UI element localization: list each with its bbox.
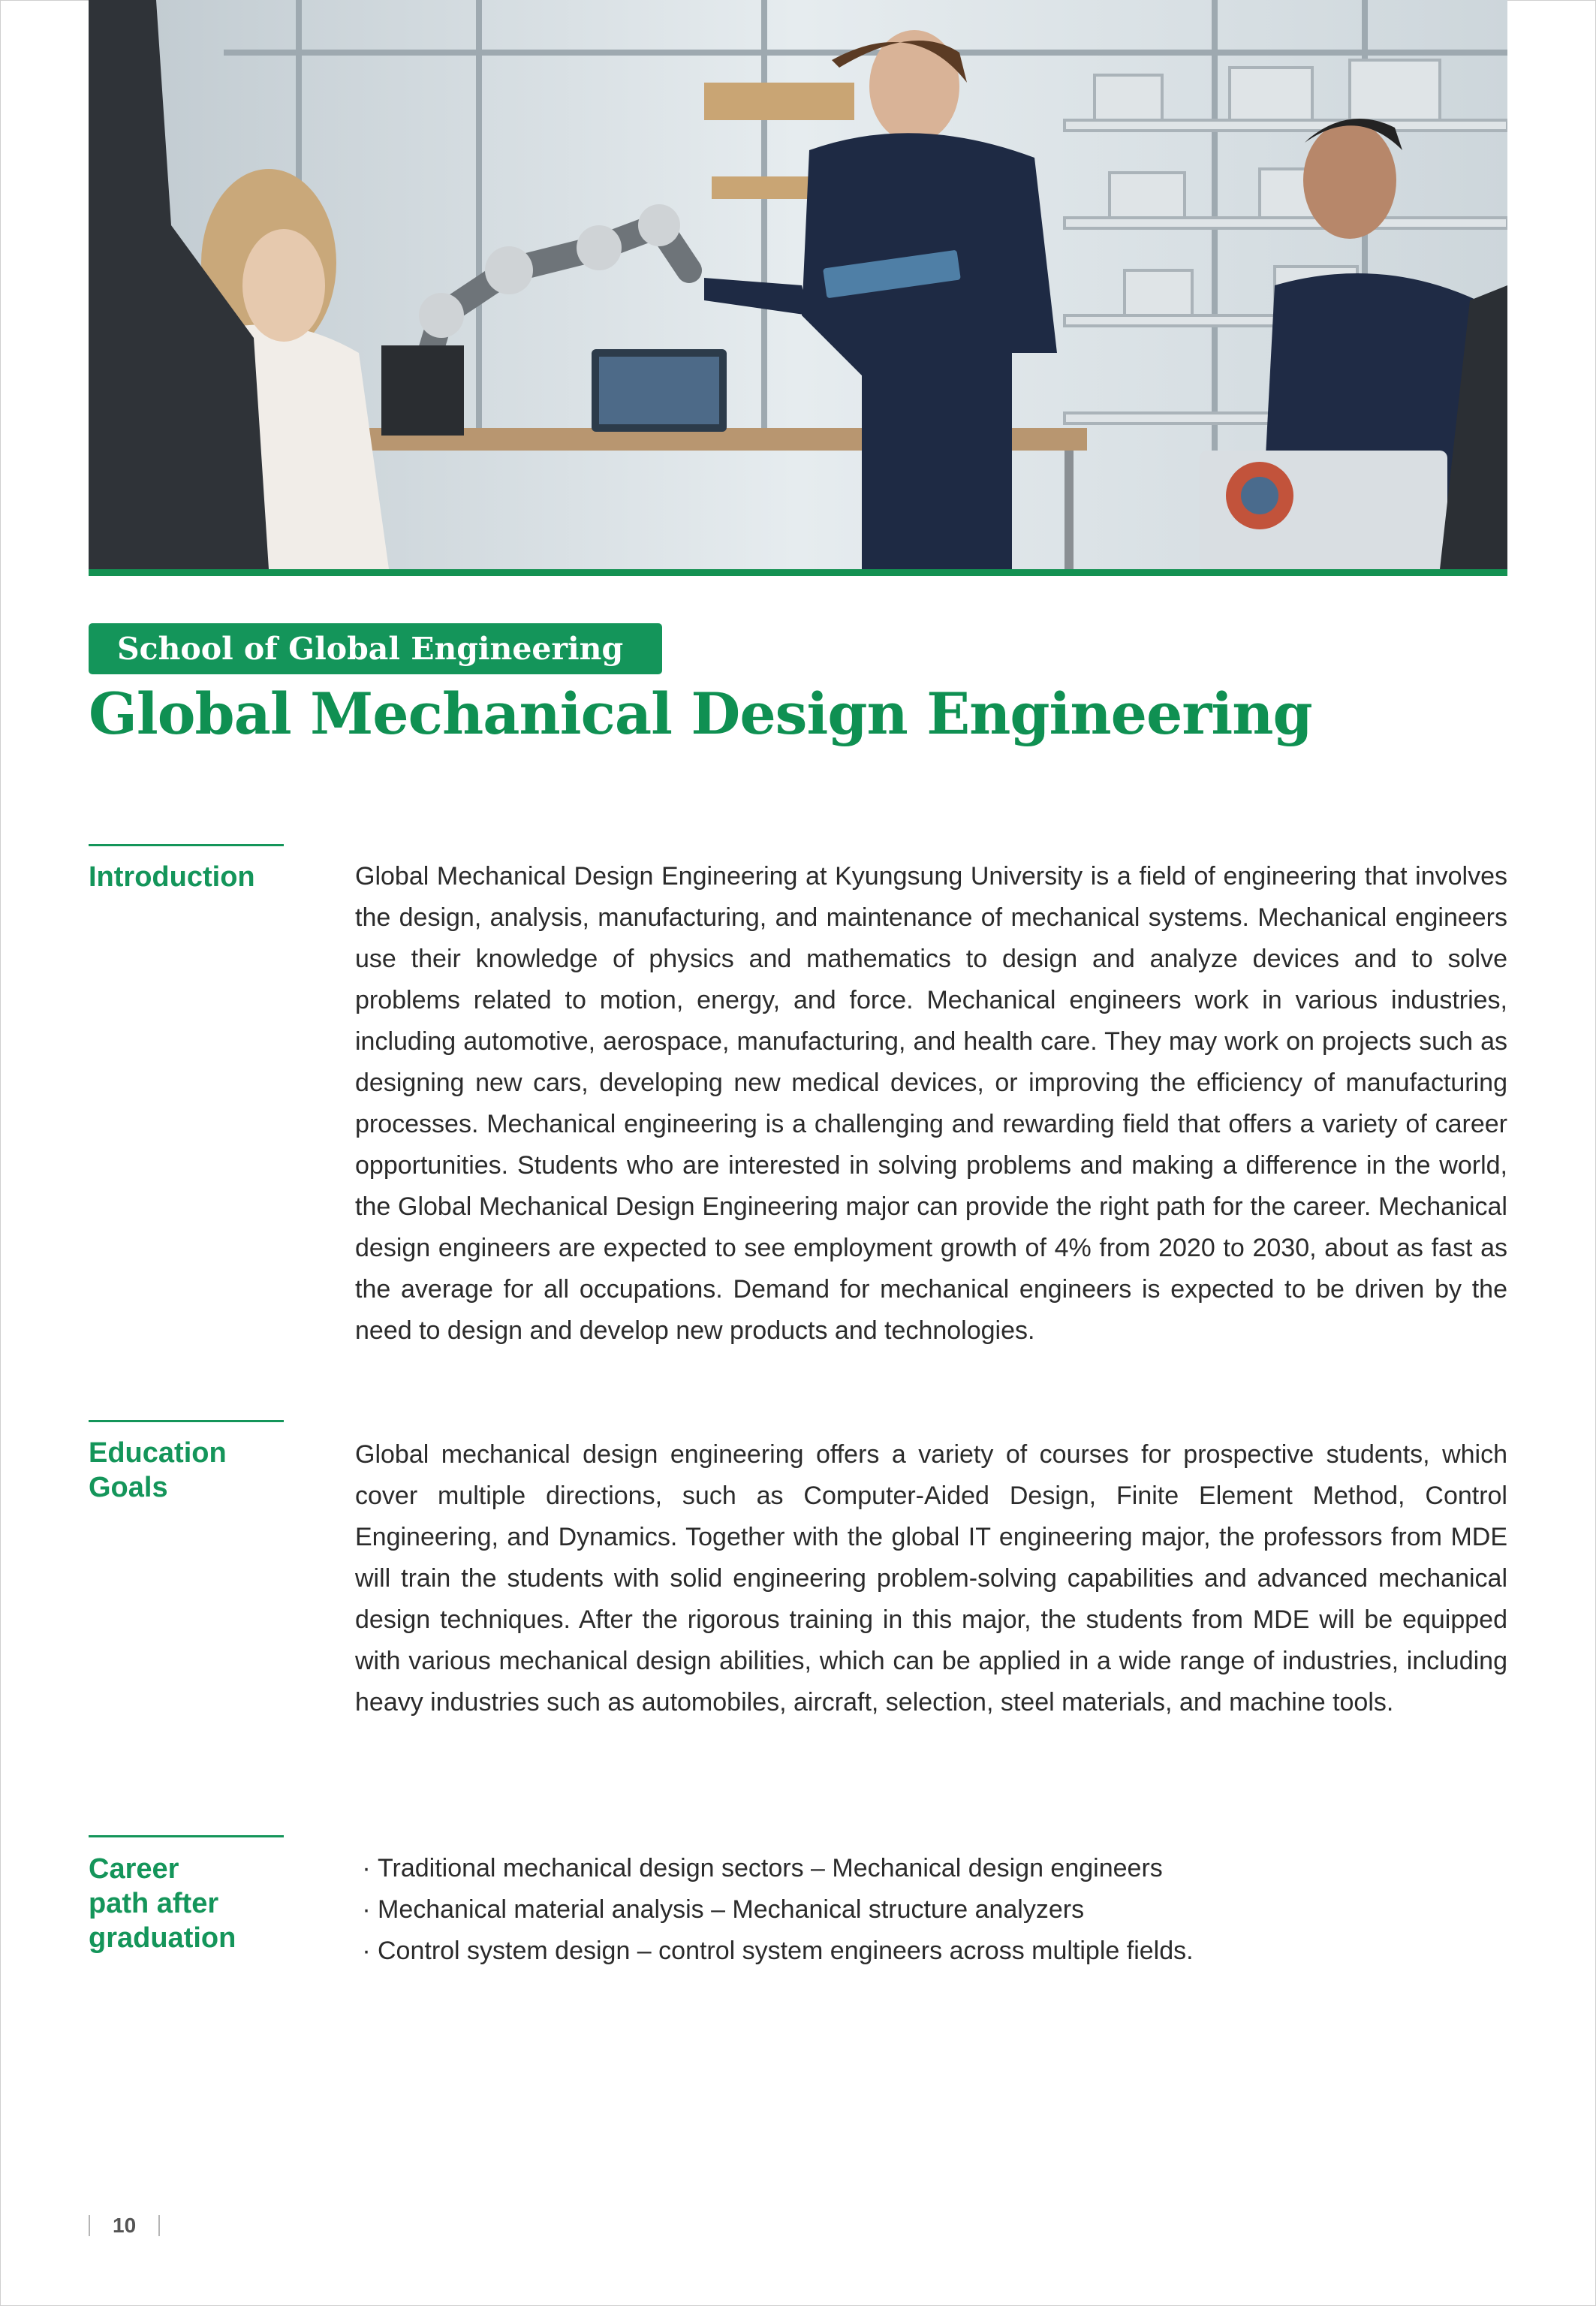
- page-title: Global Mechanical Design Engineering: [89, 680, 1312, 747]
- school-badge: School of Global Engineering: [89, 623, 662, 674]
- career-path-label: [89, 1852, 314, 1955]
- career-path-label-line1: Career: [89, 1853, 179, 1885]
- list-item: [355, 1848, 1507, 1889]
- bullet-icon: ·: [362, 1937, 371, 1965]
- introduction-label: Introduction: [89, 861, 255, 893]
- career-path-label-line3: graduation: [89, 1922, 236, 1954]
- bullet-icon: ·: [362, 1854, 371, 1882]
- footer-divider-right: [158, 2215, 160, 2236]
- career-item-text: Mechanical material analysis – Mechanical structure analyzers: [378, 1895, 1085, 1924]
- hero-photo: [89, 0, 1507, 569]
- education-goals-rule: [89, 1420, 284, 1422]
- bullet-icon: ·: [362, 1895, 371, 1924]
- career-path-label-line2: path after: [89, 1888, 219, 1919]
- career-item-text: Control system design – control system engineers across multiple fields.: [378, 1937, 1194, 1965]
- hero-accent-rule: [89, 569, 1507, 576]
- education-goals-label-line1: Education: [89, 1437, 227, 1469]
- page-footer: [89, 2214, 160, 2237]
- introduction-rule: [89, 844, 284, 846]
- education-goals-label-line2: Goals: [89, 1472, 168, 1503]
- list-item: [355, 1931, 1507, 1972]
- page-number: 10: [113, 2214, 137, 2237]
- education-goals-body: Global mechanical design engineering offers a variety of courses for prospective students, which cover multiple directions, such as Computer-Aided Design, Finite Element Method, Control Engineering, and Dynamics. Together with the global IT engineering major, the professors from MDE will train the students with solid engineering problem-solving capabilities and advanced mechanical design techniques. After the rigorous training in this major, the students from MDE will be equipped with various mechanical design abilities, which can be applied in a wide range of industries, including heavy industries such as automobiles, aircraft, selection, steel materials, and machine tools.: [355, 1440, 1507, 1717]
- introduction-body: Global Mechanical Design Engineering at Kyungsung University is a field of engineering that involves the design, analysis, manufacturing, and maintenance of mechanical systems. Mechanical engineers use their knowledge of physics and mathematics to design and analyze devices and to solve problems related to motion, energy, and force. Mechanical engineers work in various industries, including automotive, aerospace, manufacturing, and health care. They may work on projects such as designing new cars, developing new medical devices, or improving the efficiency of manufacturing processes. Mechanical engineering is a challenging and rewarding field that offers a variety of career opportunities. Students who are interested in solving problems and making a difference in the world, the Global Mechanical Design Engineering major can provide the right path for the career. Mechanical design engineers are expected to see employment growth of 4% from 2020 to 2030, about as fast as the average for all occupations. Demand for mechanical engineers is expected to be driven by the need to design and develop new products and technologies.: [355, 862, 1507, 1345]
- education-goals-label: [89, 1436, 314, 1505]
- career-item-text: Traditional mechanical design sectors – Mechanical design engineers: [378, 1854, 1163, 1882]
- career-path-rule: [89, 1835, 284, 1837]
- photo-engineering-lab-icon: [89, 0, 1507, 569]
- list-item: [355, 1889, 1507, 1931]
- career-path-list: [355, 1848, 1507, 1972]
